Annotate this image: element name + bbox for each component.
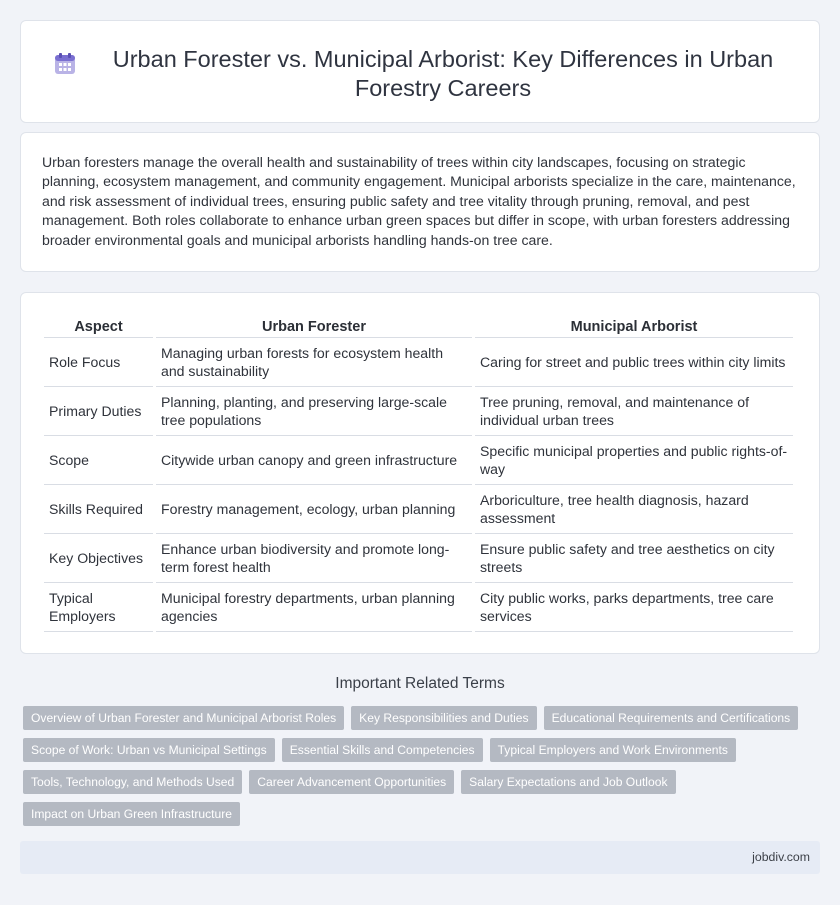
aspect-cell: Role Focus <box>44 338 153 387</box>
table-row <box>44 583 793 632</box>
related-term-tag[interactable]: Overview of Urban Forester and Municipal Arborist Roles <box>23 706 344 730</box>
aspect-cell: Typical Employers <box>44 583 153 632</box>
tag-row <box>23 770 803 794</box>
related-term-tag[interactable]: Typical Employers and Work Environments <box>490 738 736 762</box>
footer <box>20 841 820 874</box>
urban-forester-cell: Citywide urban canopy and green infrastructure <box>156 436 472 485</box>
urban-forester-cell: Forestry management, ecology, urban planning <box>156 485 472 534</box>
comparison-card <box>20 292 820 654</box>
municipal-arborist-cell: Tree pruning, removal, and maintenance of individual urban trees <box>475 387 793 436</box>
table-row <box>44 534 793 583</box>
related-term-tag[interactable]: Essential Skills and Competencies <box>282 738 483 762</box>
aspect-cell: Key Objectives <box>44 534 153 583</box>
urban-forester-cell: Municipal forestry departments, urban planning agencies <box>156 583 472 632</box>
header-aspect: Aspect <box>44 313 153 338</box>
header-urban-forester: Urban Forester <box>156 313 472 338</box>
aspect-cell: Scope <box>44 436 153 485</box>
related-terms-list <box>23 706 803 834</box>
table-row <box>44 485 793 534</box>
footer-site-link[interactable]: jobdiv.com <box>752 850 810 864</box>
municipal-arborist-cell: Arboriculture, tree health diagnosis, hazard assessment <box>475 485 793 534</box>
related-term-tag[interactable]: Educational Requirements and Certifications <box>544 706 799 730</box>
related-terms-title: Important Related Terms <box>335 675 505 692</box>
related-term-tag[interactable]: Key Responsibilities and Duties <box>351 706 536 730</box>
urban-forester-cell: Planning, planting, and preserving large-scale tree populations <box>156 387 472 436</box>
intro-card <box>20 132 820 272</box>
header-card <box>20 20 820 123</box>
aspect-cell: Skills Required <box>44 485 153 534</box>
table-row <box>44 387 793 436</box>
related-term-tag[interactable]: Impact on Urban Green Infrastructure <box>23 802 240 826</box>
related-term-tag[interactable]: Scope of Work: Urban vs Municipal Settings <box>23 738 275 762</box>
table-row <box>44 338 793 387</box>
municipal-arborist-cell: Ensure public safety and tree aesthetics on city streets <box>475 534 793 583</box>
aspect-cell: Primary Duties <box>44 387 153 436</box>
related-term-tag[interactable]: Career Advancement Opportunities <box>249 770 454 794</box>
table-row <box>44 436 793 485</box>
tag-row <box>23 738 803 762</box>
related-term-tag[interactable]: Salary Expectations and Job Outlook <box>461 770 675 794</box>
calendar-icon <box>52 51 78 77</box>
municipal-arborist-cell: Specific municipal properties and public rights-of-way <box>475 436 793 485</box>
tag-row <box>23 802 803 826</box>
related-term-tag[interactable]: Tools, Technology, and Methods Used <box>23 770 242 794</box>
urban-forester-cell: Enhance urban biodiversity and promote long-term forest health <box>156 534 472 583</box>
municipal-arborist-cell: Caring for street and public trees within city limits <box>475 338 793 387</box>
page-title: Urban Forester vs. Municipal Arborist: Key Differences in Urban Forestry Careers <box>112 46 774 101</box>
urban-forester-cell: Managing urban forests for ecosystem health and sustainability <box>156 338 472 387</box>
municipal-arborist-cell: City public works, parks departments, tree care services <box>475 583 793 632</box>
header-municipal-arborist: Municipal Arborist <box>475 313 793 338</box>
table-header-row <box>44 313 793 338</box>
intro-text: Urban foresters manage the overall health and sustainability of trees within city landscapes, focusing on strategic planning, ecosystem management, and community engagement. Municipal arborists specialize in the care, maintenance, and risk assessment of individual trees, ensuring public safety and tree vitality through pruning, removal, and pest management. Both roles collaborate to enhance urban green spaces but differ in scope, with urban foresters addressing broader environmental goals and municipal arborists handling hands-on tree care. <box>42 154 796 248</box>
comparison-table <box>41 313 796 632</box>
tag-row <box>23 706 803 730</box>
